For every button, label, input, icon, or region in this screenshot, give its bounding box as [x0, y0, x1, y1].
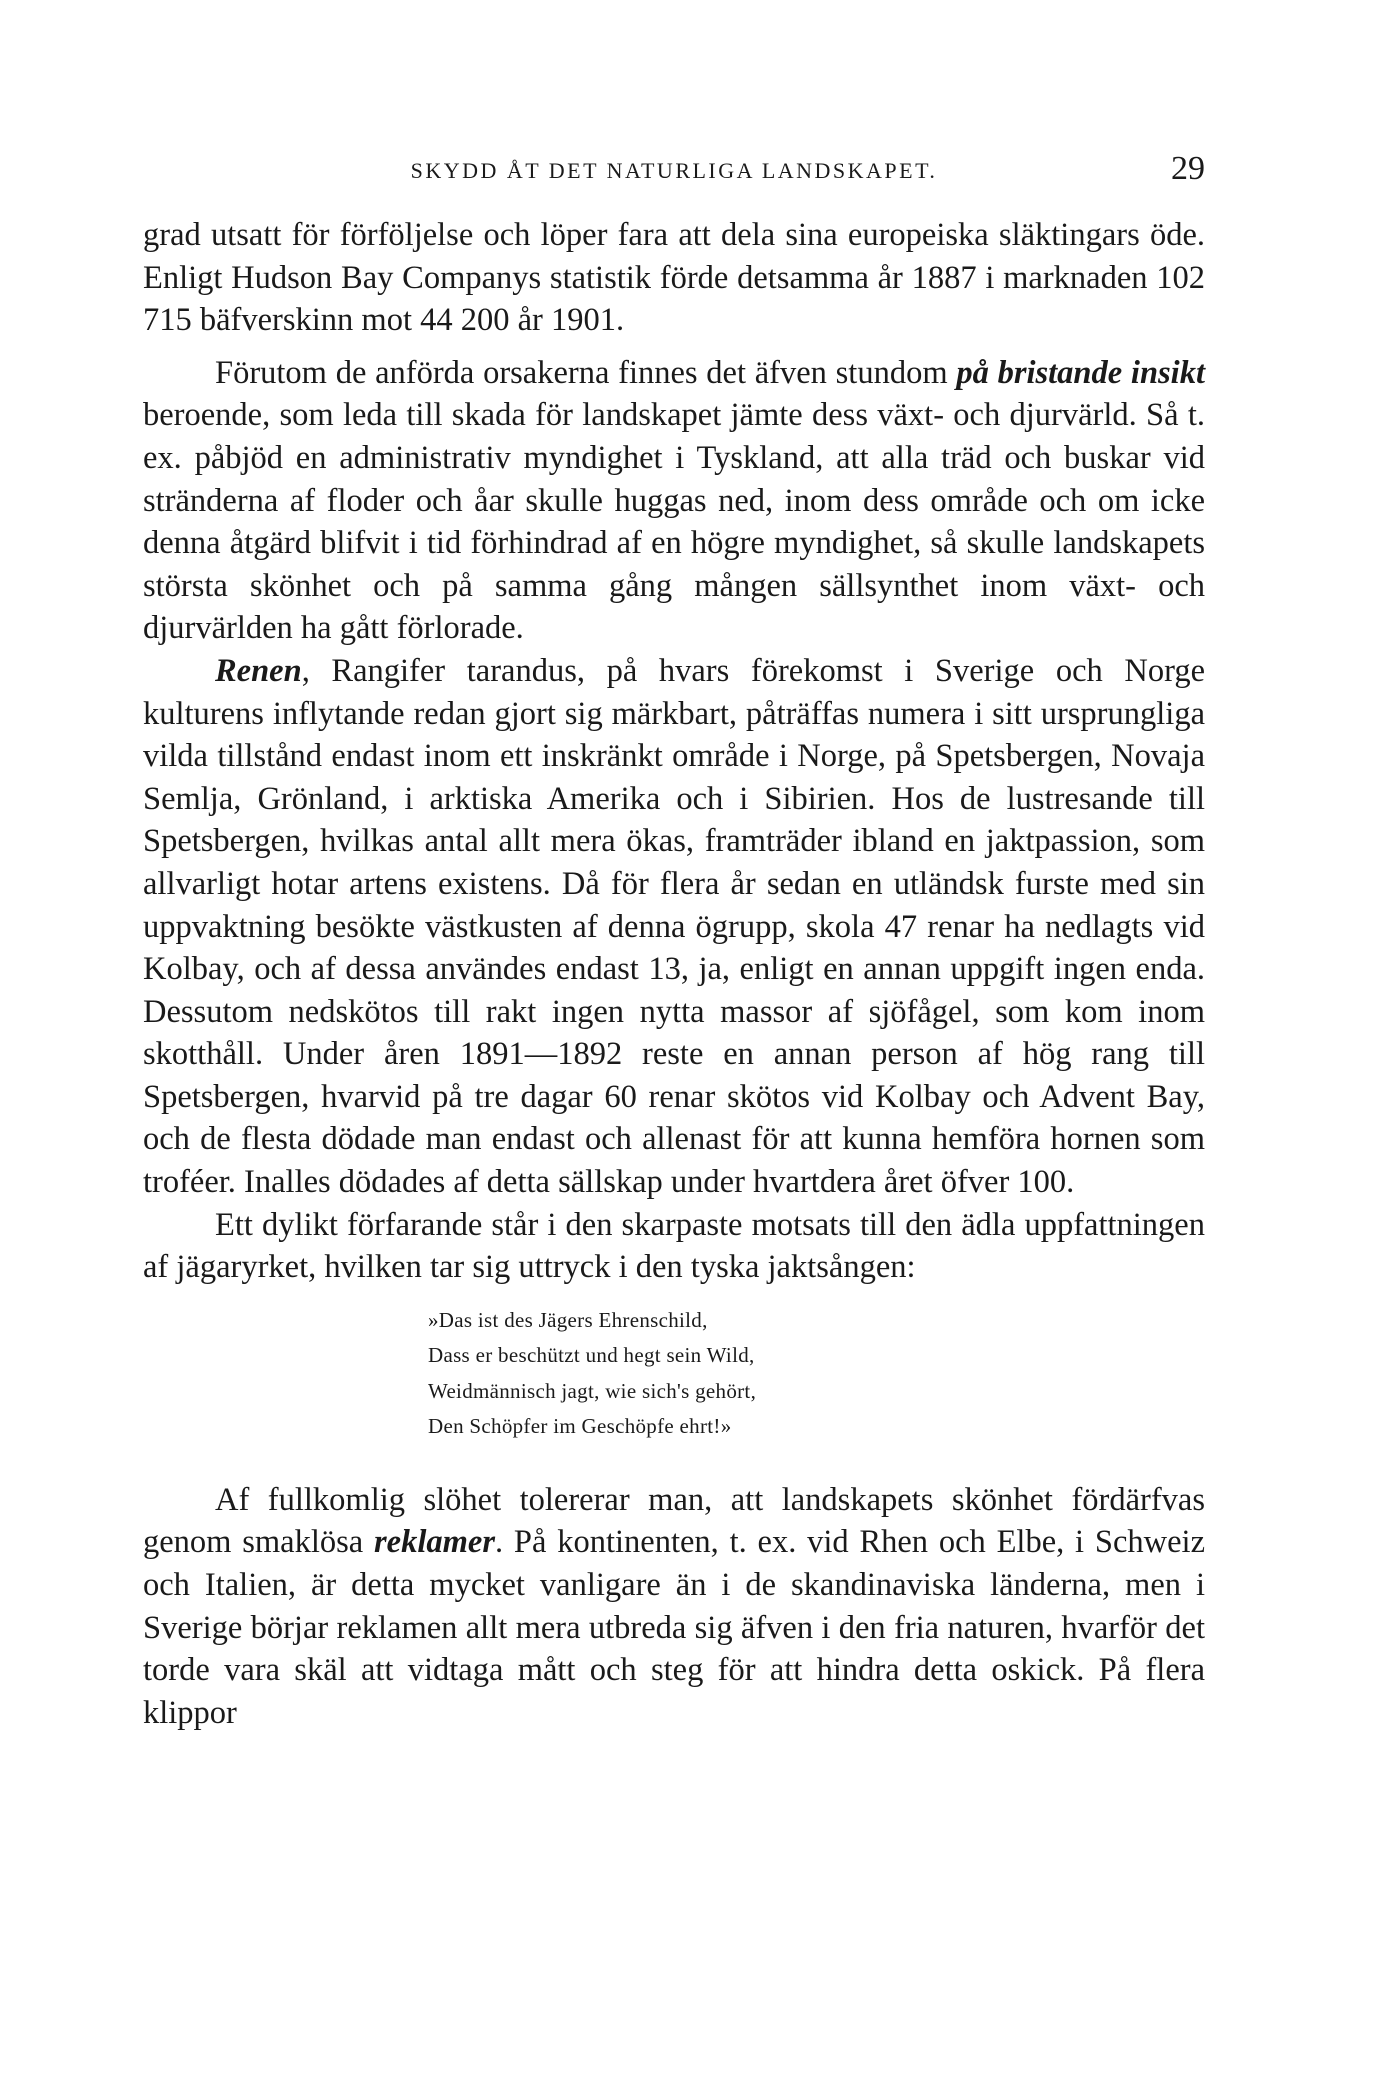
book-page [143, 150, 1205, 1734]
paragraph-5-emphasis: reklamer [374, 1524, 495, 1561]
paragraph-2-text-end: beroende, som leda till skada för landskapet jämte dess växt- och djurvärld. Så t. ex. påbjöd en administrativ myndighet i Tyskland, att alla träd och buskar vid stränderna af floder och åar skulle huggas ned, inom dess område och om icke denna åtgärd blifvit i tid förhindrad af en högre myndighet, så skulle landskapets största skönhet och på samma gång mången sällsynthet inom växt- och djurvärlden ha gått förlorade. [143, 397, 1205, 647]
verse-line: Dass er beschützt und hegt sein Wild, [428, 1343, 755, 1368]
running-title: SKYDD ÅT DET NATURLIGA LANDSKAPET. [410, 158, 938, 183]
paragraph-3-emphasis: Renen [215, 652, 302, 689]
verse-line: »Das ist des Jägers Ehrenschild, [428, 1307, 708, 1332]
running-header [143, 150, 1205, 190]
paragraph-3 [143, 650, 1205, 1204]
paragraph-2-emphasis: på bristande insikt [956, 354, 1205, 391]
paragraph-2 [143, 352, 1205, 650]
paragraph-3-text: , Rangifer tarandus, på hvars förekomst i Sverige och Norge kulturens inflytande redan gjort sig märkbart, påträffas numera i sitt ursprungliga vilda tillstånd endast inom ett inskränkt område i Norge, på Spetsbergen, Novaja Semlja, Grönland, i arktiska Amerika och i Sibirien. Hos de lustresande till Spetsbergen, hvilkas antal allt mera ökas, framträder ibland en jaktpassion, som allvarligt hotar artens existens. Då för flera år sedan en utländsk furste med sin uppvaktning besökte västkusten af denna ögrupp, skola 47 renar ha nedlagts vid Kolbay, och af dessa användes endast 13, ja, enligt en annan uppgift ingen enda. Dessutom nedskötos till rakt ingen nytta massor af sjöfågel, som kom inom skotthåll. Under åren 1891—1892 reste en annan person af hög rang till Spetsbergen, hvarvid på tre dagar 60 renar skötos vid Kolbay och Advent Bay, och de flesta dödade man endast och allenast för att kunna hemföra hornen som troféer. Inalles dödades af detta sällskap under hvartdera året öfver 100. [143, 652, 1205, 1201]
verse-line: Den Schöpfer im Geschöpfe ehrt!» [428, 1414, 732, 1439]
verse-quote [428, 1303, 1205, 1445]
paragraph-5 [143, 1479, 1205, 1735]
paragraph-2-text-start: Förutom de anförda orsakerna finnes det äfven stundom [215, 354, 957, 391]
paragraph-4: Ett dylikt förfarande står i den skarpaste motsats till den ädla uppfattningen af jägaryrket, hvilken tar sig uttryck i den tyska jaktsången: [143, 1206, 1205, 1286]
page-number: 29 [1171, 150, 1205, 187]
paragraph-1: grad utsatt för förföljelse och löper fara att dela sina europeiska släktingars öde. Enligt Hudson Bay Companys statistik förde detsamma år 1887 i marknaden 102 715 bäfverskinn mot 44 200 år 1901. [143, 217, 1205, 339]
verse-line: Weidmännisch jagt, wie sich's gehört, [428, 1378, 757, 1403]
paragraph-5-text-start: Af fullkomlig slöhet tolererar man, att landskapets skönhet fördärfvas genom smaklösa [143, 1481, 1205, 1561]
paragraph-5-text-end: . På kontinenten, t. ex. vid Rhen och Elbe, i Schweiz och Italien, är detta mycket vanligare än i de skandinaviska länderna, men i Sverige börjar reklamen allt mera utbreda sig äfven i den fria naturen, hvarför det torde vara skäl att vidtaga mått och steg för att hindra detta oskick. På flera klippor [143, 1524, 1205, 1731]
